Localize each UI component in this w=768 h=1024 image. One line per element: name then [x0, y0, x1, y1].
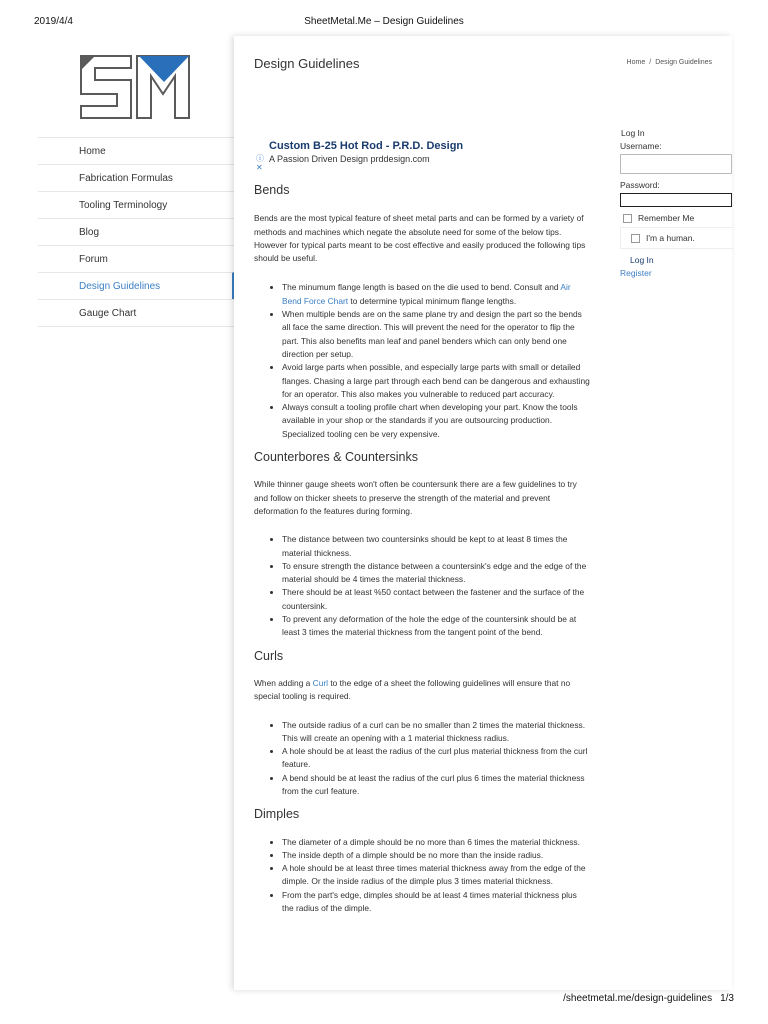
curls-intro-text: When adding a [254, 677, 313, 688]
list-item: • The diameter of a dimple should be no more than 6 times the material thickness. [282, 836, 590, 849]
air-bend-force-chart-link[interactable]: Air Bend Force Chart [282, 282, 571, 306]
sidebar-item-design-guidelines[interactable]: Design Guidelines [38, 272, 234, 299]
section-heading-bends: Bends [254, 183, 290, 197]
list-item: • Always consult a tooling profile chart when developing your part. Know the tools available in your shop or the standards if you are outsourcing production. Specialized tooling cen be very expensive. [282, 401, 590, 441]
list-item [282, 281, 590, 308]
section-heading-counterbores: Counterbores & Countersinks [254, 450, 418, 465]
bends-intro: Bends are the most typical feature of sheet metal parts and can be formed by a variety of methods and machines which negate the absolute need for some of the below tips. However for typical parts meant to be cost effective and easily produced the following tips should be useful. [254, 213, 586, 264]
curls-intro-text: to the edge of a sheet the following guidelines will ensure that no special tooling is required. [254, 677, 571, 702]
sidebar-item-fabrication-formulas[interactable]: Fabrication Formulas [38, 164, 234, 191]
list-item: • The inside depth of a dimple should be no more than the inside radius. [282, 849, 590, 862]
remember-me-checkbox[interactable] [623, 214, 632, 223]
username-field[interactable] [620, 154, 732, 174]
section-heading-dimples: Dimples [254, 807, 300, 822]
sidebar-item-tooling-terminology[interactable]: Tooling Terminology [38, 191, 234, 218]
sidebar-item-home[interactable]: Home [38, 137, 234, 164]
bends-list [254, 281, 590, 441]
list-item-text: The minumum flange length is based on the die used to bend. Consult and [282, 282, 561, 293]
ad-close-icon[interactable]: ✕ [256, 163, 263, 172]
sidebar-item-gauge-chart[interactable]: Gauge Chart [38, 299, 234, 327]
article [254, 184, 590, 915]
username-label: Username: [620, 141, 662, 151]
list-item: • There should be at least %50 contact between the fastener and the surface of the countersink. [282, 586, 590, 613]
curl-link[interactable]: Curl [312, 677, 329, 688]
sidebar [38, 36, 234, 990]
list-item: • When multiple bends are on the same plane try and design the part so the bends all face the same direction. This will prevent the need for the operator to flip the part. This also benefits man leaf and panel benders which can only bend one direction per setup. [282, 308, 590, 361]
remember-me[interactable] [623, 213, 734, 223]
curls-list [254, 719, 590, 799]
captcha-box[interactable] [620, 227, 734, 249]
list-item: • Avoid large parts when possible, and especially large parts with small or detailed flanges. Chasing a large part through each bend can be dangerous and exhausting for an operator. This also makes you vulnerable to reduced part accuracy. [282, 361, 590, 401]
list-item: • A hole should be at least the radius of the curl plus material thickness from the curl feature. [282, 745, 590, 772]
register-link[interactable]: Register [620, 268, 652, 278]
section-heading-curls: Curls [254, 648, 284, 663]
password-field[interactable] [620, 193, 732, 207]
breadcrumb-home[interactable]: Home [626, 59, 646, 66]
list-item: • To prevent any deformation of the hole the edge of the countersink should be at least 3 times the material thickness from the tangent point of the bend. [282, 613, 590, 640]
list-item: • The outside radius of a curl can be no smaller than 2 times the material thickness. This will create an opening with a 1 material thickness radius. [282, 719, 590, 746]
counterbores-list [254, 533, 590, 639]
list-item: • The distance between two countersinks should be kept to at least 8 times the material thickness. [282, 533, 590, 560]
page-title: Design Guidelines [254, 56, 360, 71]
sidebar-item-blog[interactable]: Blog [38, 218, 234, 245]
list-item: • From the part's edge, dimples should be at least 4 times material thickness plus the radius of the dimple. [282, 889, 590, 916]
login-widget [620, 128, 734, 278]
captcha-label: I'm a human. [646, 233, 695, 243]
login-button[interactable]: Log In [630, 255, 654, 265]
ad-info-icon[interactable]: ⓘ [256, 154, 264, 163]
print-header [0, 16, 768, 32]
print-date: 2019/4/4 [34, 16, 73, 27]
sidebar-item-forum[interactable]: Forum [38, 245, 234, 272]
breadcrumb-current: Design Guidelines [655, 59, 712, 66]
list-item: • To ensure strength the distance between a countersink's edge and the edge of the material should be 4 times the material thickness. [282, 560, 590, 587]
login-widget-title: Log In [621, 128, 645, 138]
site-logo[interactable] [79, 54, 191, 120]
list-item-text: to determine typical minimum flange lengths. [348, 295, 517, 306]
ad-banner[interactable] [256, 140, 596, 172]
print-footer [563, 993, 734, 1004]
ad-icons [256, 154, 264, 172]
remember-me-label: Remember Me [638, 213, 695, 223]
list-item: • A hole should be at least three times material thickness away from the edge of the dimple. Or the inside radius of the dimple plus 3 times material thickness. [282, 862, 590, 889]
sidebar-nav [38, 137, 234, 327]
ad-title[interactable]: Custom B-25 Hot Rod - P.R.D. Design [269, 140, 464, 152]
dimples-list [254, 836, 590, 916]
password-label: Password: [620, 180, 660, 190]
counterbores-intro: While thinner gauge sheets won't often be countersunk there are a few guidelines to try and follow on thicker sheets to preserve the strength of the material and prevent deformation fo the features during forming. [254, 479, 577, 516]
list-item: • A bend should be at least the radius of the curl plus 6 times the material thickness from the curl feature. [282, 772, 590, 799]
breadcrumb-separator: / [649, 59, 652, 66]
breadcrumb [627, 59, 712, 66]
print-page-number: 1/3 [720, 993, 734, 1004]
curls-intro [254, 677, 590, 704]
ad-subtitle: A Passion Driven Design prddesign.com [269, 154, 430, 164]
print-title: SheetMetal.Me – Design Guidelines [304, 16, 464, 27]
captcha-checkbox[interactable] [631, 234, 640, 243]
print-url: /sheetmetal.me/design-guidelines [563, 993, 713, 1004]
